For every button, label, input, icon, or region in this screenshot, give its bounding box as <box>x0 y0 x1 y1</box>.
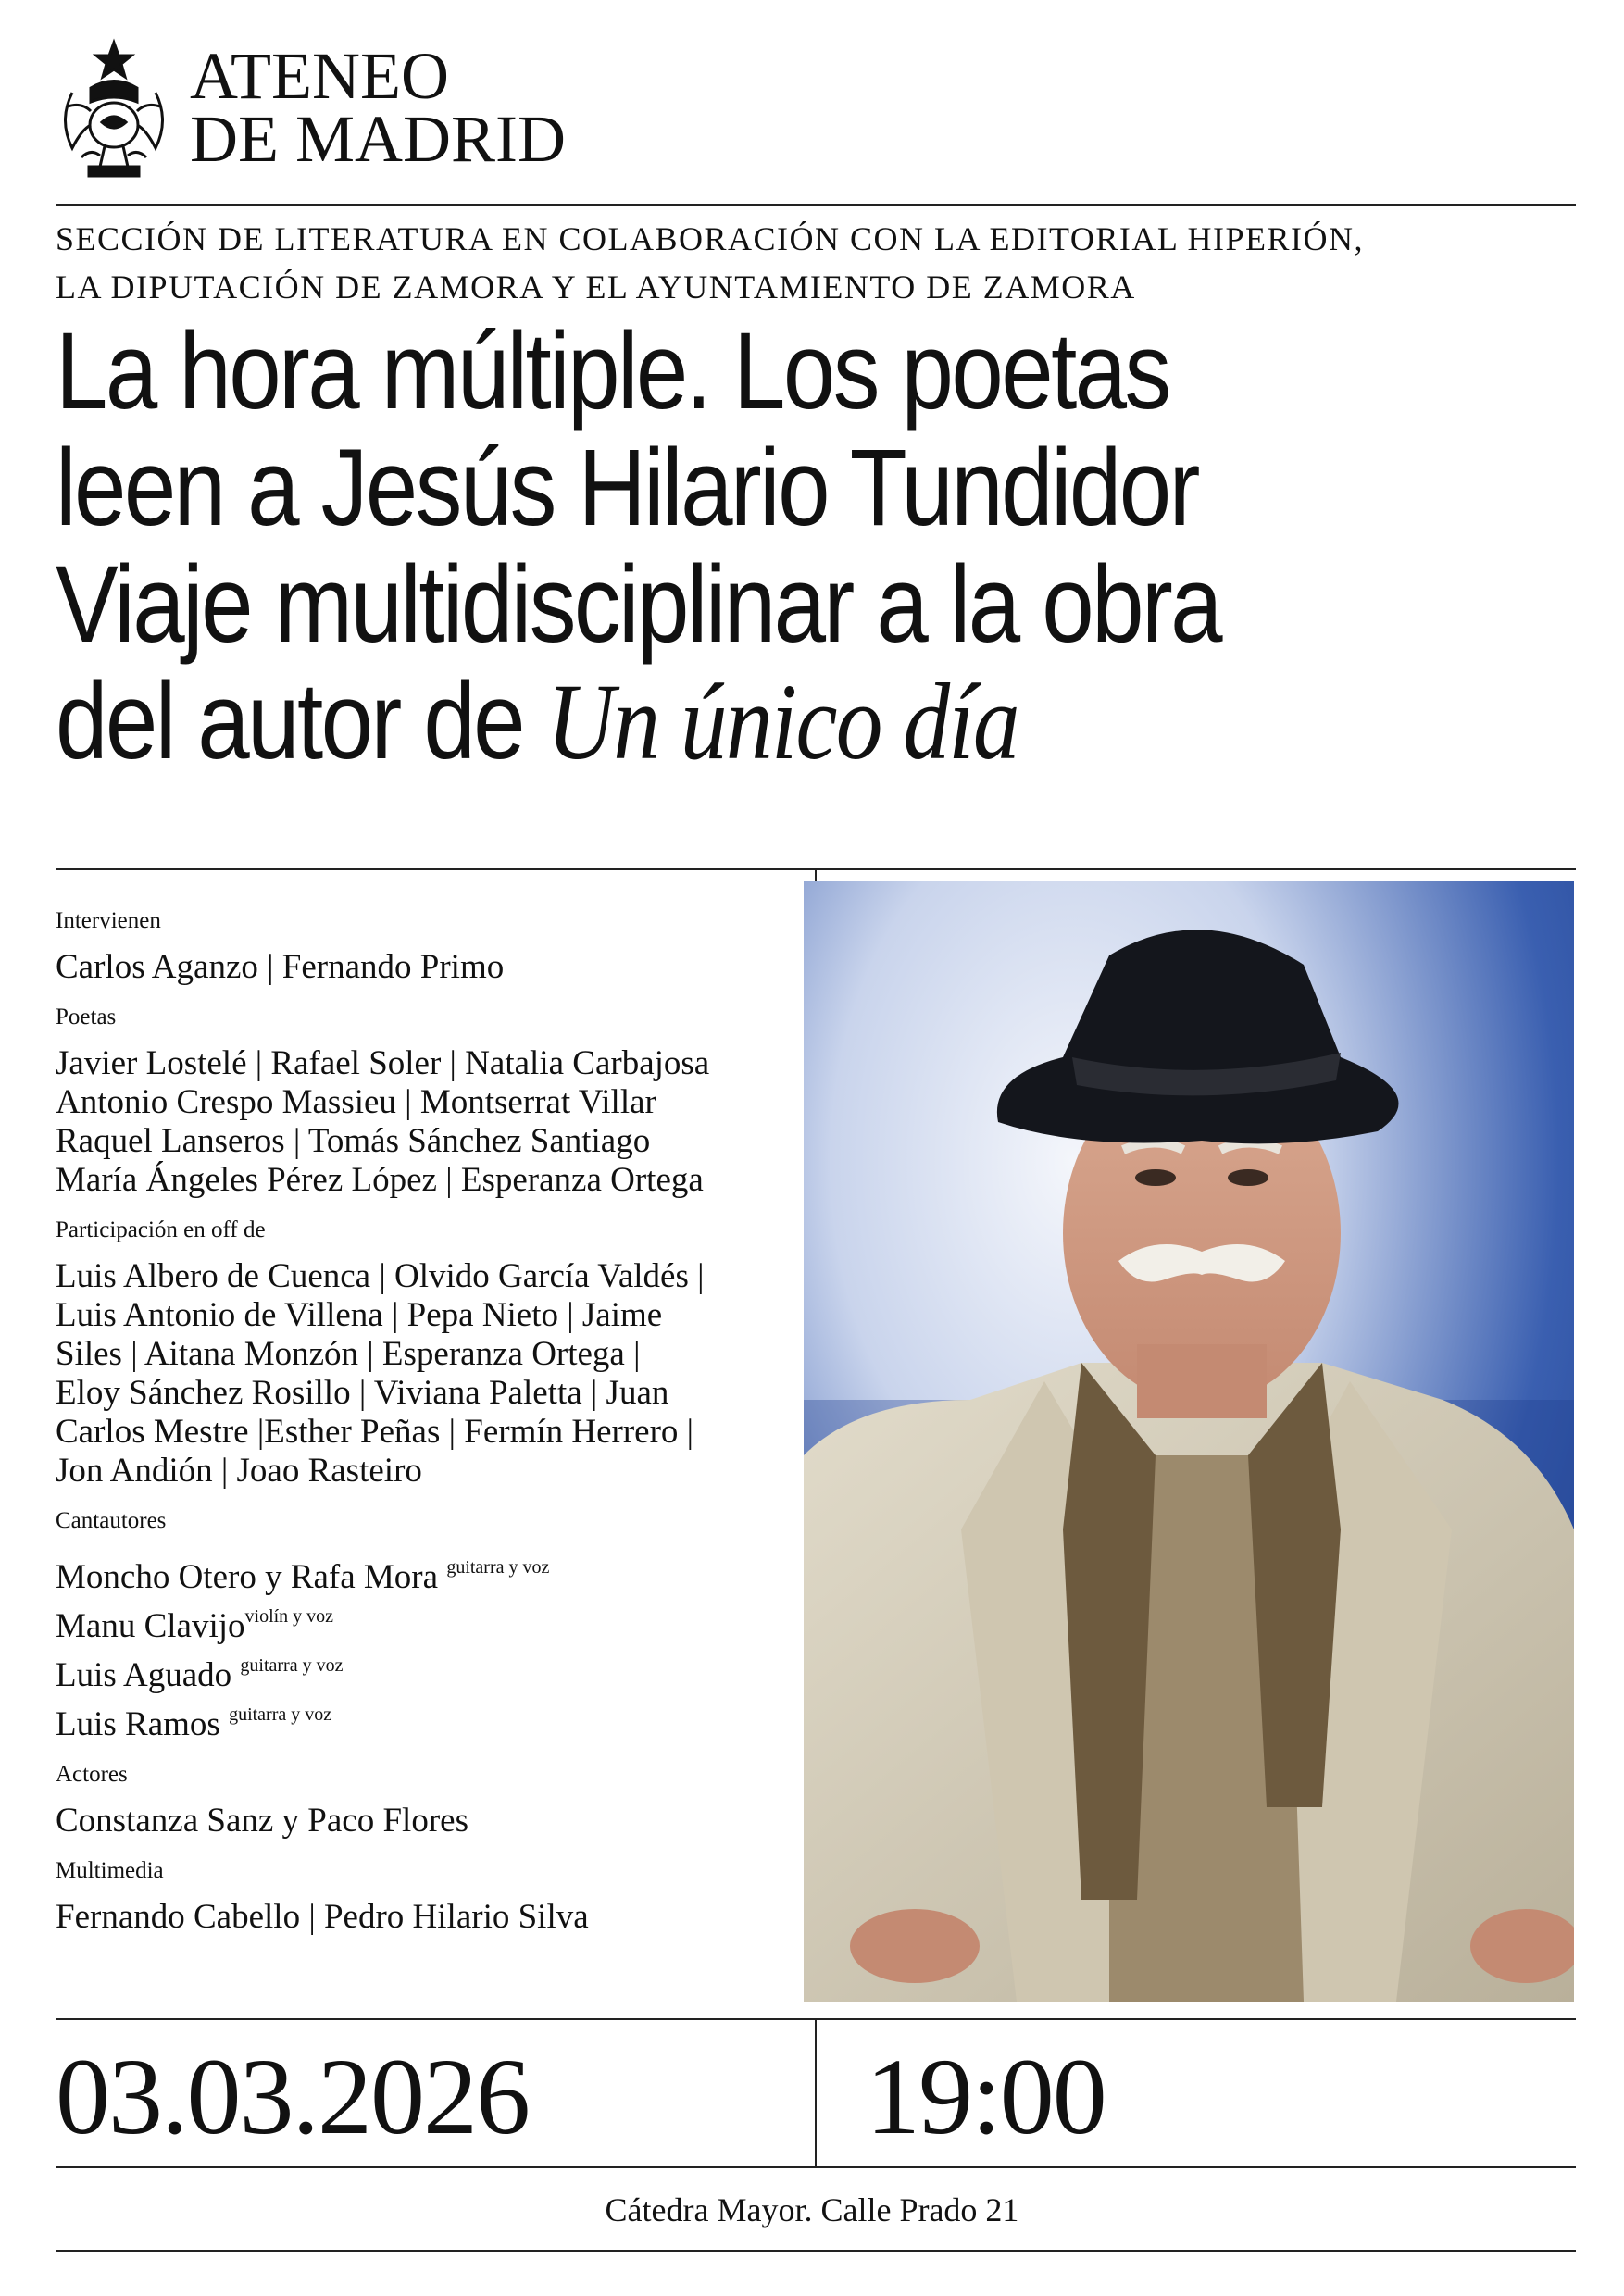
event-title <box>56 310 1593 782</box>
cantautor-line <box>56 1695 787 1744</box>
poetas-line: Javier Lostelé | Rafael Soler | Natalia Carbajosa <box>56 1044 710 1082</box>
divider <box>56 2250 1576 2252</box>
off-line: Eloy Sánchez Rosillo | Viviana Paletta | Juan <box>56 1374 669 1412</box>
cantautores-label: Cantautores <box>56 1508 167 1533</box>
multimedia-label: Multimedia <box>56 1858 164 1883</box>
column-divider <box>815 2018 817 2166</box>
instrument-note: guitarra y voz <box>240 1655 344 1676</box>
collaboration-text <box>56 215 1364 311</box>
actores-label: Actores <box>56 1762 128 1787</box>
multimedia-names: Fernando Cabello | Pedro Hilario Silva <box>56 1898 589 1936</box>
off-line: Luis Albero de Cuenca | Olvido García Valdés | <box>56 1257 705 1295</box>
poetas-line: María Ángeles Pérez López | Esperanza Ortega <box>56 1161 704 1199</box>
intervienen-label: Intervienen <box>56 908 161 933</box>
cantautor-line <box>56 1597 787 1646</box>
brand-line-1: ATENEO <box>190 39 449 113</box>
book-title: Un único día <box>546 661 1018 782</box>
portrait-photo-icon <box>804 881 1574 2002</box>
brand-name <box>190 39 566 176</box>
credits-section <box>56 907 787 1953</box>
off-line: Siles | Aitana Monzón | Esperanza Ortega | <box>56 1335 641 1373</box>
cantautores-names <box>56 1548 787 1744</box>
event-date: 03.03.2026 <box>56 2036 529 2157</box>
cantautor-line <box>56 1548 787 1597</box>
event-time: 19:00 <box>866 2036 1106 2157</box>
off-label: Participación en off de <box>56 1217 266 1242</box>
instrument-note: guitarra y voz <box>446 1557 550 1578</box>
collab-line-1: SECCIÓN DE LITERATURA EN COLABORACIÓN CON LA EDITORIAL HIPERIÓN, <box>56 220 1364 257</box>
title-line-4-prefix: del autor de <box>56 660 547 782</box>
intervienen-names: Carlos Aganzo | Fernando Primo <box>56 948 505 986</box>
title-line-2: leen a Jesús Hilario Tundidor <box>56 427 1198 549</box>
off-line: Jon Andión | Joao Rasteiro <box>56 1452 422 1490</box>
instrument-note: violín y voz <box>244 1606 334 1627</box>
collab-line-2: LA DIPUTACIÓN DE ZAMORA Y EL AYUNTAMIENTO DE ZAMORA <box>56 268 1136 306</box>
poetas-line: Antonio Crespo Massieu | Montserrat Villar <box>56 1083 656 1121</box>
poetas-line: Raquel Lanseros | Tomás Sánchez Santiago <box>56 1122 651 1160</box>
divider <box>56 2166 1576 2168</box>
off-names <box>56 1257 787 1491</box>
instrument-note: guitarra y voz <box>229 1704 332 1725</box>
poetas-label: Poetas <box>56 1004 117 1029</box>
cantautor-line <box>56 1646 787 1695</box>
cantautor-name: Luis Aguado <box>56 1656 232 1694</box>
off-line: Carlos Mestre |Esther Peñas | Fermín Herrero | <box>56 1413 694 1451</box>
event-venue: Cátedra Mayor. Calle Prado 21 <box>605 2191 1019 2228</box>
title-line-1: La hora múltiple. Los poetas <box>56 310 1169 432</box>
cantautor-name: Manu Clavijo <box>56 1607 245 1645</box>
ateneo-crest-icon <box>54 37 174 185</box>
poetas-names <box>56 1044 787 1200</box>
cantautor-name: Luis Ramos <box>56 1705 220 1743</box>
actores-names: Constanza Sanz y Paco Flores <box>56 1802 468 1840</box>
cantautor-name: Moncho Otero y Rafa Mora <box>56 1558 439 1596</box>
title-line-3: Viaje multidisciplinar a la obra <box>56 543 1221 666</box>
title-line-4 <box>56 660 1378 782</box>
divider <box>56 204 1576 206</box>
off-line: Luis Antonio de Villena | Pepa Nieto | Jaime <box>56 1296 663 1334</box>
brand-line-2: DE MADRID <box>190 102 566 176</box>
